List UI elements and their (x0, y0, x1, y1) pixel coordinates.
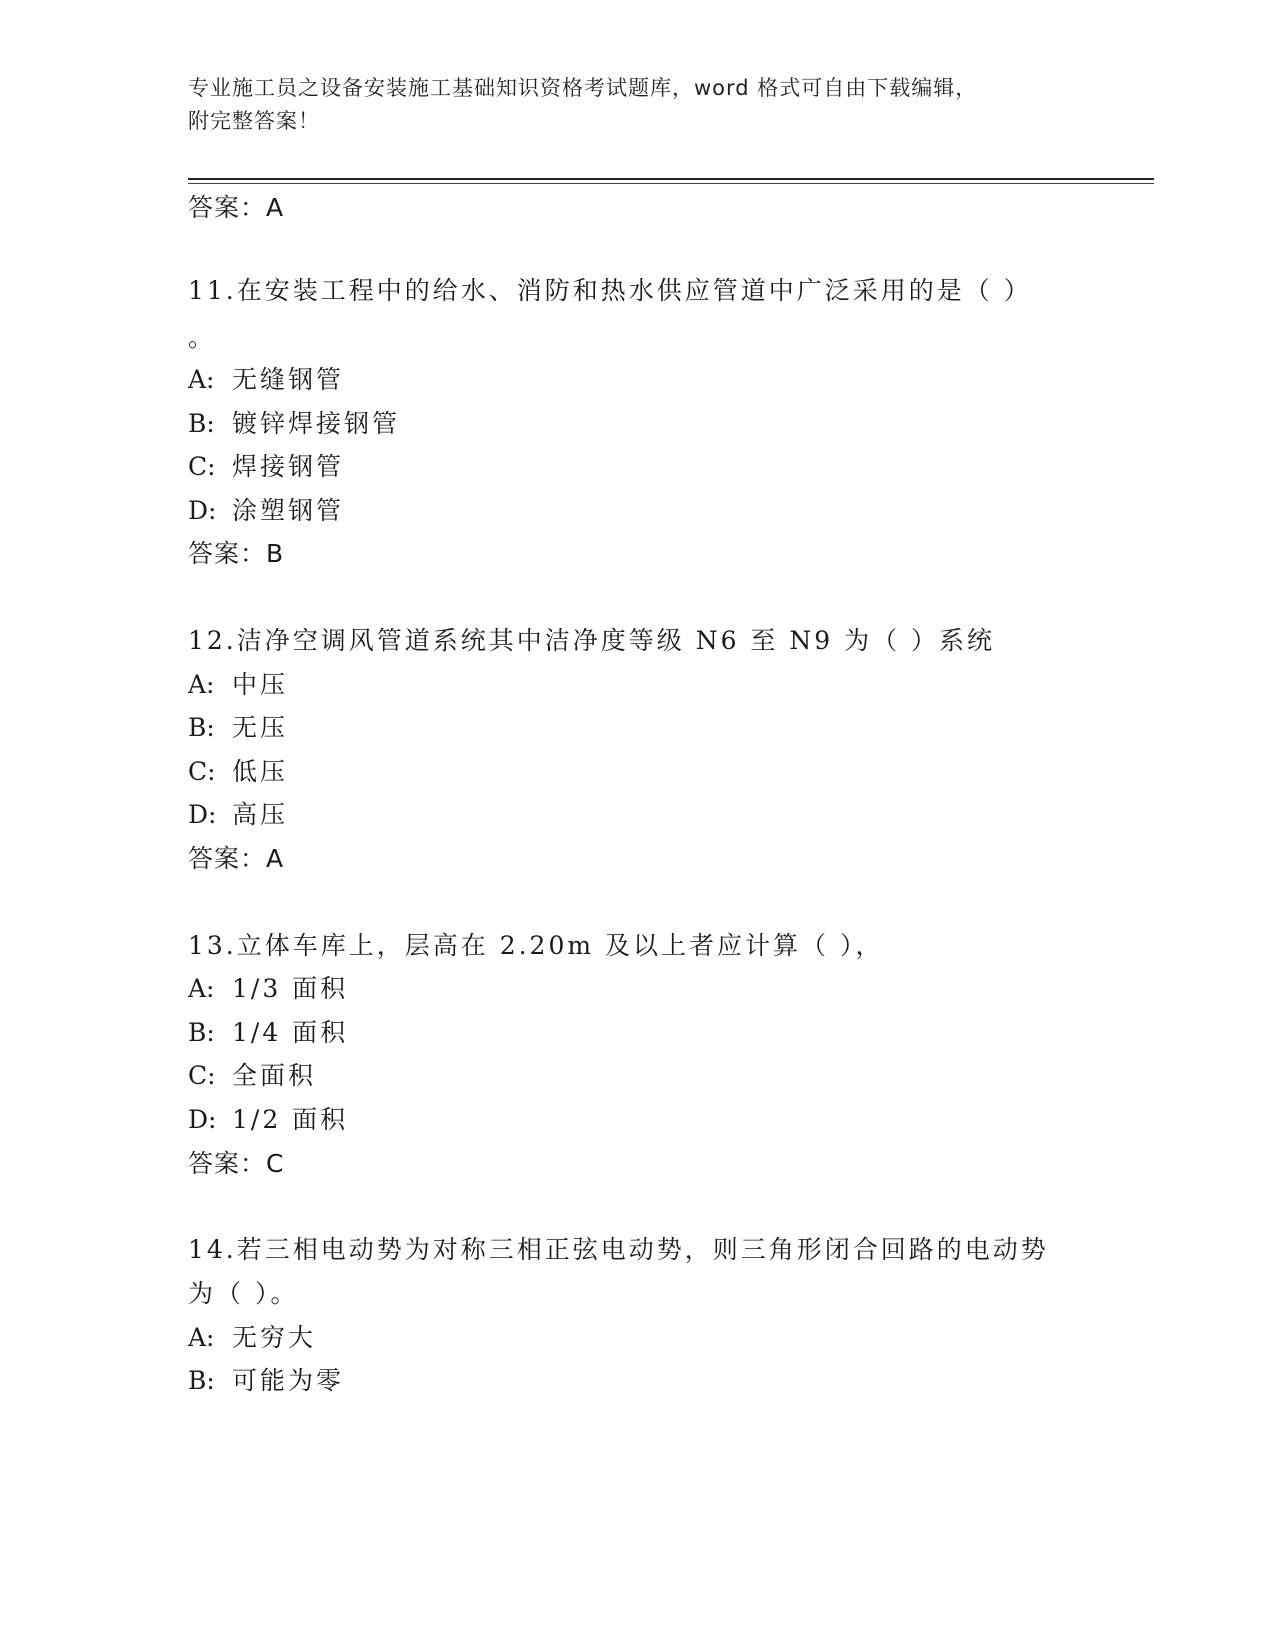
answer-13: 答案：C (188, 1149, 285, 1178)
option-12-c (188, 754, 288, 790)
option-12-a (188, 667, 288, 703)
option-letter: B: (188, 409, 215, 438)
option-text: 1/3 面积 (232, 974, 349, 1003)
question-13-line-1: 13.立体车库上，层高在 2.20m 及以上者应计算（ ）， (188, 931, 884, 960)
option-text: 高压 (232, 800, 289, 829)
option-14-a (188, 1320, 316, 1356)
option-13-c (188, 1058, 316, 1094)
option-letter: A: (188, 365, 215, 394)
answer-11: 答案：B (188, 539, 285, 568)
option-13-b (188, 1015, 348, 1051)
option-12-d (188, 797, 288, 833)
option-text: 无压 (232, 713, 289, 742)
option-11-d (188, 493, 344, 529)
option-text: 1/4 面积 (232, 1018, 349, 1047)
option-11-c (188, 449, 344, 485)
option-text: 无缝钢管 (232, 365, 345, 394)
option-letter: C: (188, 452, 216, 481)
option-text: 低压 (232, 757, 289, 786)
option-letter: C: (188, 757, 216, 786)
option-text: 可能为零 (232, 1366, 345, 1395)
option-letter: D: (188, 800, 217, 829)
option-text: 焊接钢管 (232, 452, 345, 481)
option-text: 1/2 面积 (232, 1105, 349, 1134)
question-14-line-1: 14.若三相电动势为对称三相正弦电动势，则三角形闭合回路的电动势 (188, 1235, 1049, 1264)
option-12-b (188, 710, 288, 746)
option-11-b (188, 406, 400, 442)
question-12-line-1: 12.洁净空调风管道系统其中洁净度等级 N6 至 N9 为（ ）系统 (188, 626, 996, 655)
option-text: 无穷大 (232, 1323, 317, 1352)
option-letter: C: (188, 1061, 216, 1090)
option-letter: A: (188, 670, 215, 699)
header-rule-thin (188, 183, 1154, 184)
option-letter: B: (188, 1018, 215, 1047)
question-14-line-2: 为（ ）。 (188, 1279, 299, 1308)
option-letter: A: (188, 1323, 215, 1352)
header-line-2: 附完整答案！ (188, 109, 320, 133)
question-11-line-1: 11.在安装工程中的给水、消防和热水供应管道中广泛采用的是（ ） (188, 276, 1032, 305)
option-text: 全面积 (232, 1061, 317, 1090)
answer-prev: 答案：A (188, 193, 285, 222)
option-letter: A: (188, 974, 215, 1003)
option-13-a (188, 971, 348, 1007)
question-11-line-2: 。 (188, 323, 217, 352)
option-11-a (188, 362, 344, 398)
option-14-b (188, 1363, 344, 1399)
option-letter: D: (188, 496, 217, 525)
option-text: 镀锌焊接钢管 (232, 409, 401, 438)
document-header (188, 72, 1088, 138)
option-letter: B: (188, 713, 215, 742)
option-text: 涂塑钢管 (232, 496, 345, 525)
option-letter: D: (188, 1105, 217, 1134)
header-line-1: 专业施工员之设备安装施工基础知识资格考试题库，word 格式可自由下载编辑， (188, 76, 978, 100)
answer-12: 答案：A (188, 844, 285, 873)
header-rule-thick (188, 178, 1154, 180)
option-text: 中压 (232, 670, 289, 699)
option-letter: B: (188, 1366, 215, 1395)
option-13-d (188, 1102, 348, 1138)
